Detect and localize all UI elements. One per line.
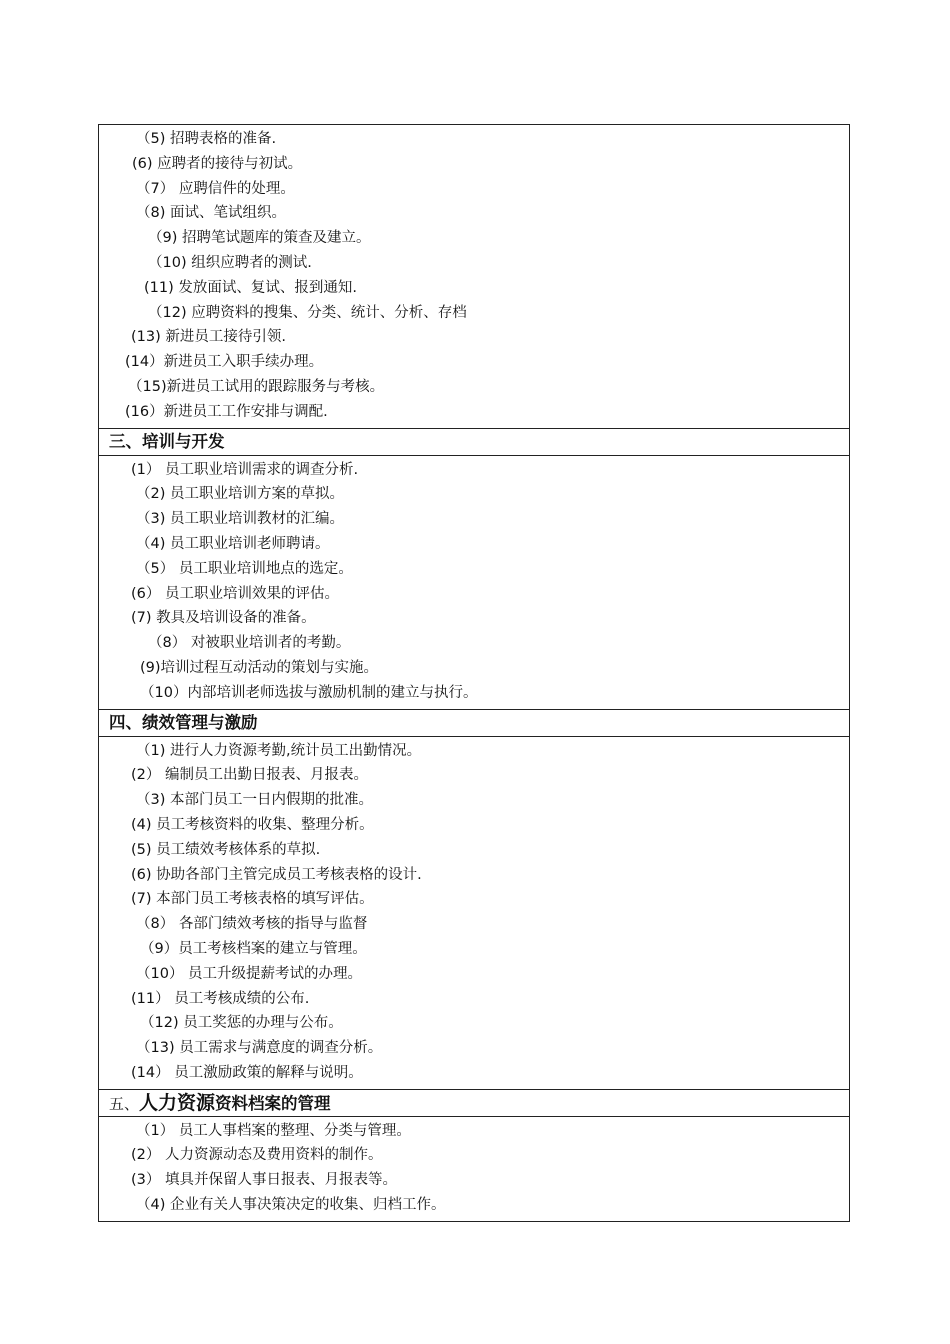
- list-item: （4) 企业有关人事决策决定的收集、归档工作。: [136, 1197, 446, 1214]
- section-heading-rest: 资料档案的管理: [215, 1093, 331, 1113]
- list-item: (2） 人力资源动态及费用资料的制作。: [131, 1147, 383, 1164]
- list-item: （10) 组织应聘者的测试.: [148, 254, 312, 271]
- list-item: (6） 员工职业培训效果的评估。: [131, 585, 339, 602]
- list-item: (9)培训过程互动活动的策划与实施。: [140, 659, 379, 676]
- performance-section-body: [99, 736, 849, 1089]
- list-item: （13) 员工需求与满意度的调查分析。: [136, 1040, 383, 1057]
- list-item: （5) 招聘表格的准备.: [136, 131, 277, 147]
- list-item: （12) 员工奖惩的办理与公布。: [140, 1015, 343, 1032]
- list-item: (3） 填具并保留人事日报表、月报表等。: [131, 1172, 397, 1189]
- list-item: （8） 对被职业培训者的考勤。: [148, 635, 351, 652]
- list-item: （1） 员工人事档案的整理、分类与管理。: [136, 1122, 411, 1139]
- list-item: (1） 员工职业培训需求的调查分析.: [131, 461, 359, 478]
- list-item: （2) 员工职业培训方案的草拟。: [136, 486, 344, 503]
- list-item: (6) 协助各部门主管完成员工考核表格的设计.: [131, 866, 422, 883]
- section-heading-prefix: 五、: [109, 1094, 140, 1113]
- list-item: (14） 员工激励政策的解释与说明。: [131, 1064, 363, 1081]
- list-item: (5) 员工绩效考核体系的草拟.: [131, 841, 321, 858]
- list-item: （10） 员工升级提薪考试的办理。: [136, 965, 363, 982]
- list-item: （8) 面试、笔试组织。: [136, 205, 286, 222]
- records-section-body: [99, 1116, 849, 1221]
- list-item: （9) 招聘笔试题库的策查及建立。: [148, 230, 371, 247]
- list-item: (14）新进员工入职手续办理。: [125, 354, 324, 371]
- list-item: （1) 进行人力资源考勤,统计员工出勤情况。: [136, 742, 422, 759]
- list-item: （3) 本部门员工一日内假期的批准。: [136, 792, 373, 809]
- section-heading-performance: 四、绩效管理与激励: [99, 709, 849, 736]
- recruitment-section-body: [99, 125, 849, 428]
- list-item: （9）员工考核档案的建立与管理。: [140, 940, 367, 957]
- list-item: （12) 应聘资料的搜集、分类、统计、分析、存档: [148, 304, 467, 321]
- list-item: （8） 各部门绩效考核的指导与监督: [136, 916, 368, 933]
- list-item: (7) 教具及培训设备的准备。: [131, 610, 316, 627]
- list-item: (11) 发放面试、复试、报到通知.: [144, 279, 357, 296]
- list-item: (13) 新进员工接待引领.: [131, 329, 286, 346]
- list-item: （7） 应聘信件的处理。: [136, 180, 295, 197]
- document-table: [98, 124, 850, 1222]
- list-item: (2） 编制员工出勤日报表、月报表。: [131, 767, 368, 784]
- list-item: （3) 员工职业培训教材的汇编。: [136, 511, 344, 528]
- list-item: （15)新进员工试用的跟踪服务与考核。: [128, 378, 385, 395]
- training-section-body: [99, 455, 849, 709]
- section-heading-emphasis: 人力资源: [139, 1091, 216, 1114]
- list-item: （4) 员工职业培训老师聘请。: [136, 535, 330, 552]
- list-item: (4) 员工考核资料的收集、整理分析。: [131, 816, 374, 833]
- list-item: (7) 本部门员工考核表格的填写评估。: [131, 891, 374, 908]
- section-heading-records: [99, 1089, 849, 1116]
- list-item: （5） 员工职业培训地点的选定。: [136, 560, 353, 577]
- list-item: (11） 员工考核成绩的公布.: [131, 990, 310, 1007]
- list-item: （10）内部培训老师选拔与激励机制的建立与执行。: [140, 684, 478, 701]
- list-item: (6) 应聘者的接待与初试。: [132, 155, 303, 172]
- list-item: (16）新进员工工作安排与调配.: [125, 403, 328, 420]
- section-heading-training: 三、培训与开发: [99, 428, 849, 455]
